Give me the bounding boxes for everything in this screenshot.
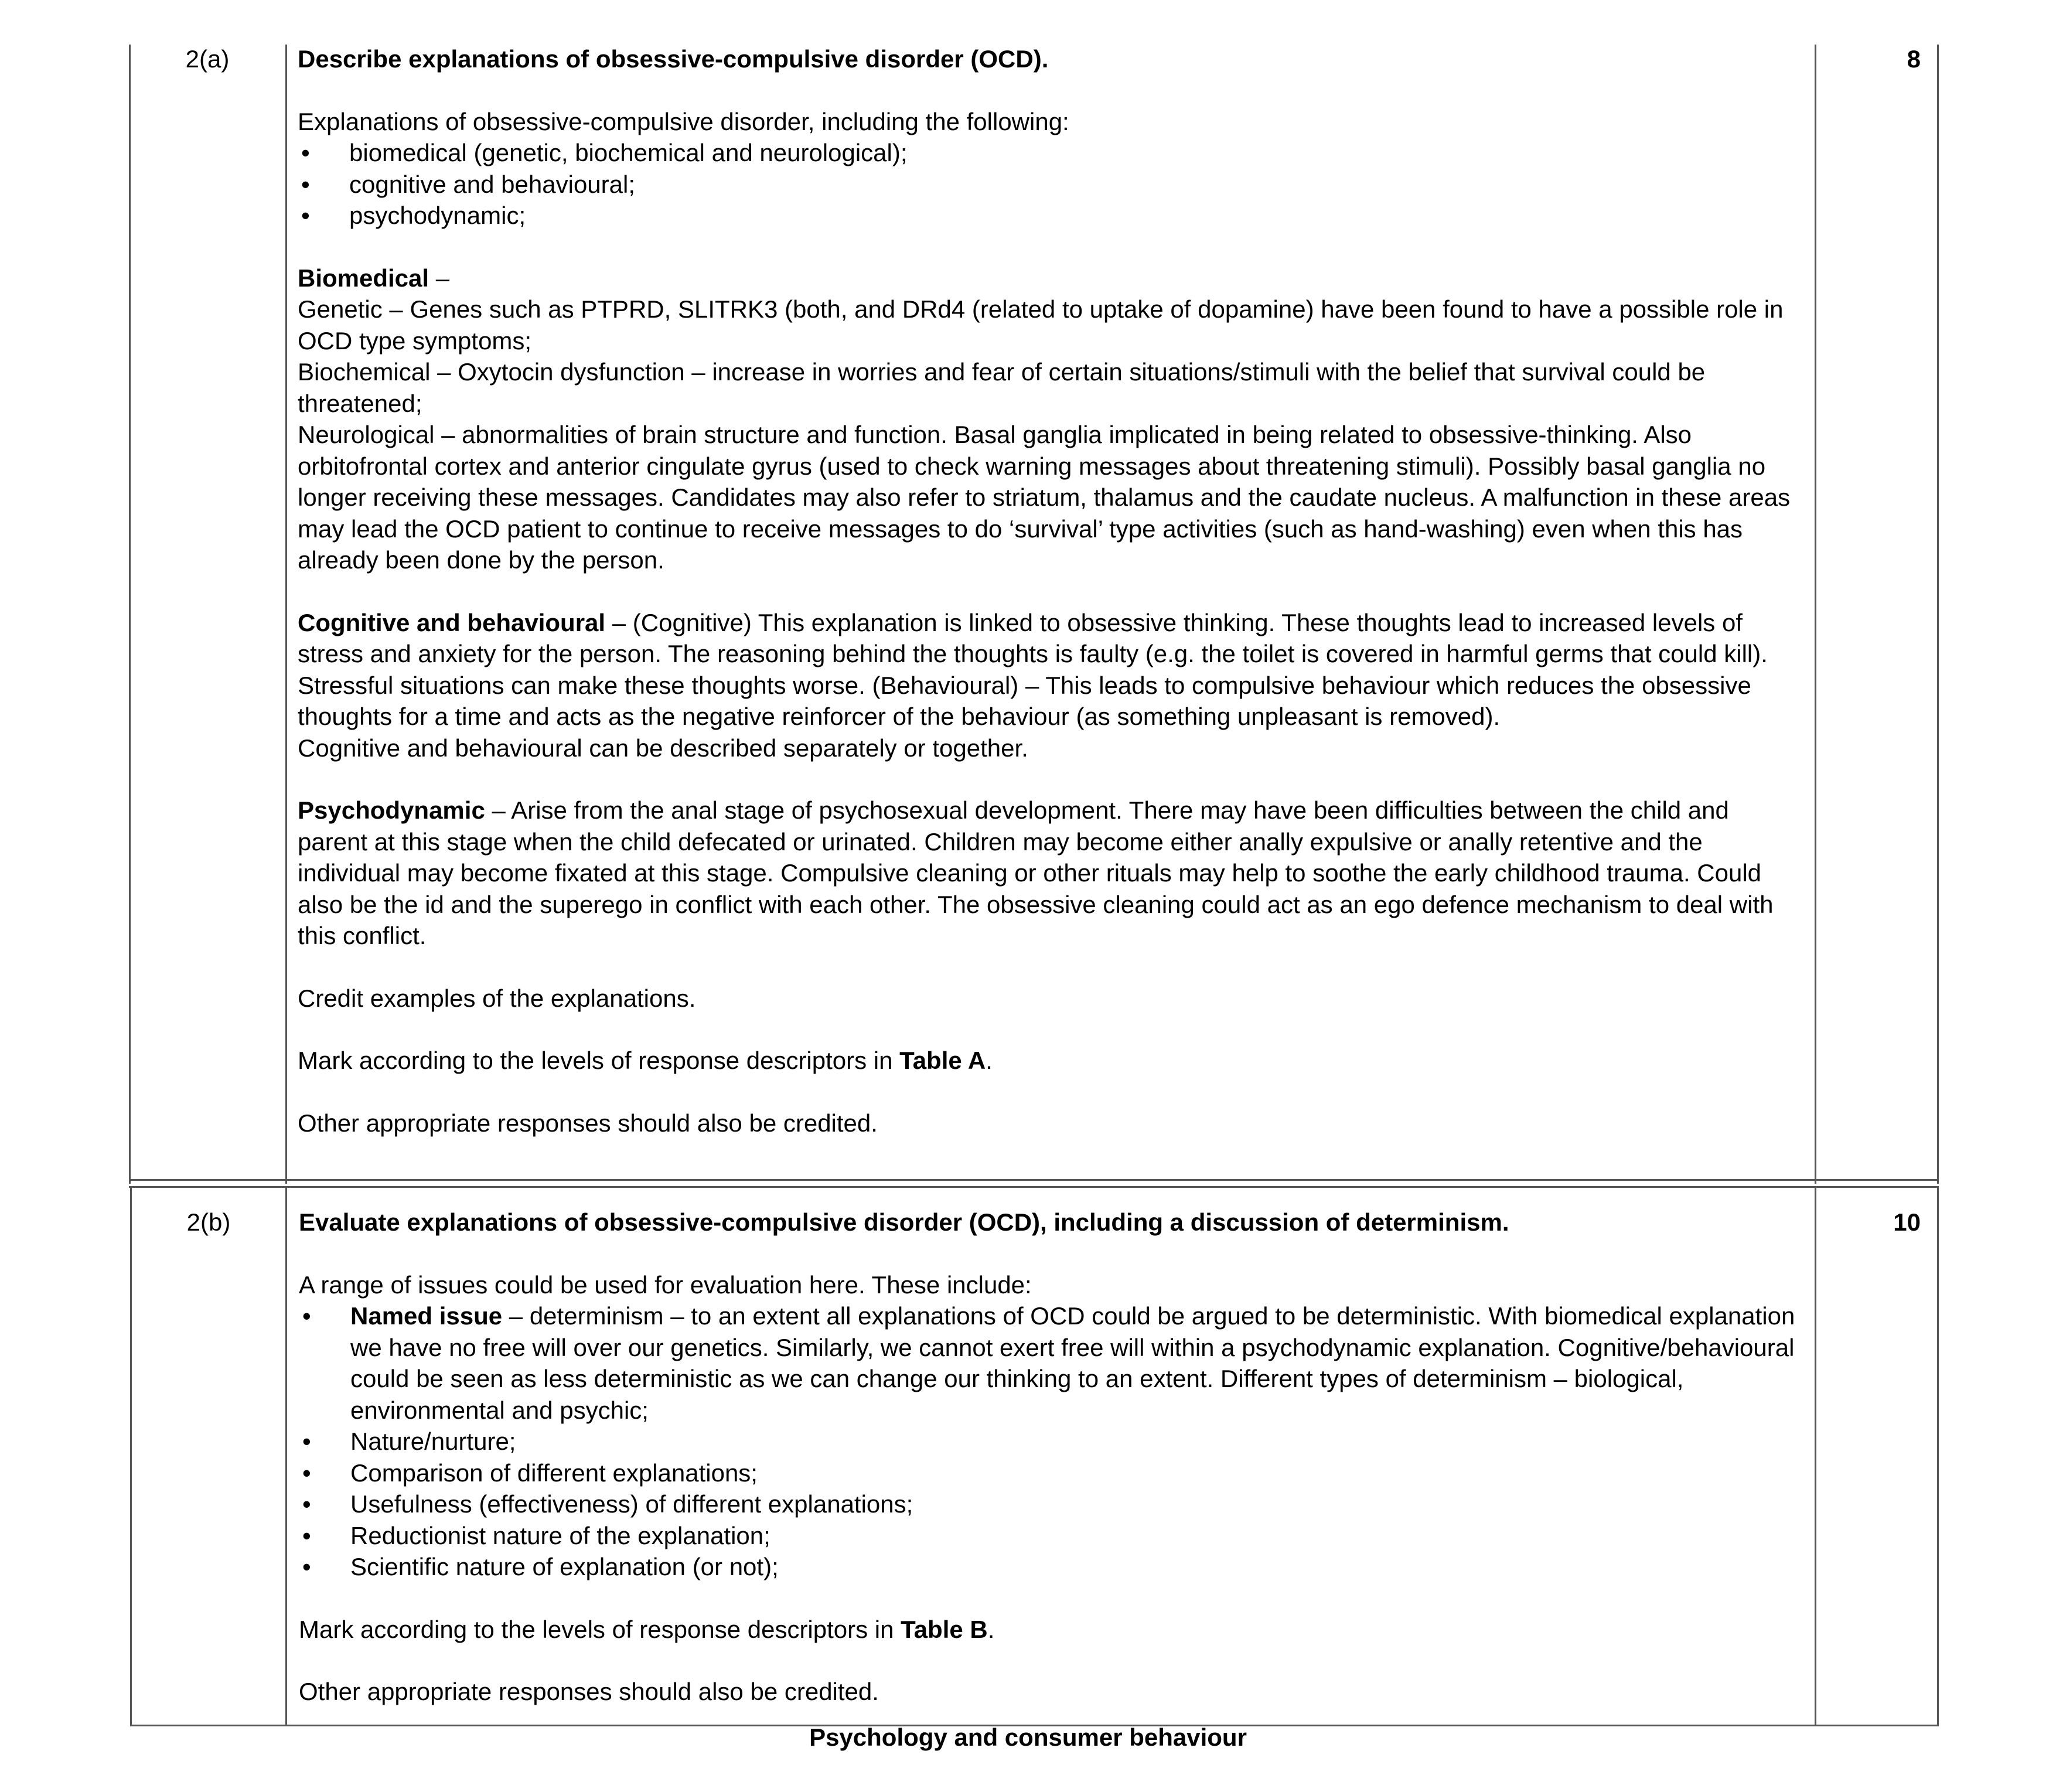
answer-content-2a [298, 43, 1803, 1139]
biochemical-paragraph: Biochemical – Oxytocin dysfunction – increase in worries and fear of certain situations/stimuli with the belief that survival could be threatened; [298, 358, 1706, 417]
question-title-2a: Describe explanations of obsessive-compulsive disorder (OCD). [298, 45, 1049, 73]
psychodynamic-paragraph [298, 795, 1803, 952]
mark-suffix: . [986, 1047, 993, 1074]
table-a-reference: Table A [899, 1047, 986, 1074]
named-issue-heading: Named issue [350, 1302, 503, 1330]
question-title-2b: Evaluate explanations of obsessive-compulsive disorder (OCD), including a discussion of determinism. [299, 1208, 1509, 1236]
table-border-left-a [129, 45, 131, 1184]
list-item: • Comparison of different explanations; [299, 1457, 1805, 1489]
mark-prefix: Mark according to the levels of response descriptors in [298, 1047, 900, 1074]
answer-content-2b [299, 1207, 1805, 1708]
list-item-named-issue [299, 1300, 1805, 1426]
list-item: • biomedical (genetic, biochemical and neurological); [298, 137, 1803, 169]
biomedical-dash: – [429, 264, 450, 292]
list-item: • psychodynamic; [298, 200, 1803, 231]
mark-prefix: Mark according to the levels of response descriptors in [299, 1615, 901, 1643]
marks-2b: 10 [1893, 1208, 1921, 1236]
table-border-col2-b [1815, 1186, 1816, 1726]
table-border-col1-a [285, 45, 287, 1184]
biomedical-heading-line [298, 263, 1803, 294]
intro-2a: Explanations of obsessive-compulsive disorder, including the following: [298, 107, 1069, 135]
psychodynamic-heading: Psychodynamic [298, 796, 485, 824]
marks-2a: 8 [1907, 45, 1921, 73]
table-separator-top [129, 1179, 1939, 1181]
biomedical-heading: Biomedical [298, 264, 429, 292]
other-responses-2a: Other appropriate responses should also be credited. [298, 1109, 878, 1137]
named-issue-text: – determinism – to an extent all explanations of OCD could be argued to be deterministic. With biomedical explanation we have no free will over our genetics. Similarly, we cannot exert free will within a psychodynamic explanation. Cognitive/behavioural could be seen as less deterministic as we can change our thinking to an extent. Different types of determinism – biological, environmental and psychic; [350, 1302, 1795, 1424]
question-number-2b: 2(b) [186, 1208, 231, 1236]
list-item: • Scientific nature of explanation (or not); [299, 1551, 1805, 1583]
mark-instruction-2a [298, 1045, 1803, 1076]
table-separator-bottom [129, 1186, 1939, 1188]
table-border-right-b [1937, 1186, 1939, 1726]
list-item: • Nature/nurture; [299, 1426, 1805, 1457]
question-number-2a: 2(a) [185, 45, 230, 73]
section-heading-footer: Psychology and consumer behaviour [809, 1723, 1247, 1751]
neurological-paragraph: Neurological – abnormalities of brain structure and function. Basal ganglia implicated in being related to obsessive-thinking. Also orbitofrontal cortex and anterior cingulate gyrus (used to check warning messages about threatening stimuli). Possibly basal ganglia no longer receiving these messages. Candidates may also refer to striatum, thalamus and the caudate nucleus. A malfunction in these areas may lead the OCD patient to continue to receive messages to do ‘survival’ type activities (such as hand-washing) even when this has already been done by the person. [298, 421, 1791, 574]
table-border-col1-b [285, 1186, 287, 1726]
list-item: • Usefulness (effectiveness) of different explanations; [299, 1488, 1805, 1520]
cognitive-behavioural-note: Cognitive and behavioural can be described separately or together. [298, 734, 1028, 762]
table-border-col2-a [1815, 45, 1816, 1184]
explanation-list-2a [298, 137, 1803, 231]
mark-instruction-2b [299, 1614, 1805, 1645]
other-responses-2b: Other appropriate responses should also be credited. [299, 1678, 879, 1705]
evaluation-issues-list [299, 1300, 1805, 1583]
intro-2b: A range of issues could be used for evaluation here. These include: [299, 1270, 1032, 1299]
table-border-left-b [130, 1186, 132, 1726]
table-b-reference: Table B [901, 1615, 988, 1643]
genetic-paragraph: Genetic – Genes such as PTPRD, SLITRK3 (both, and DRd4 (related to uptake of dopamine) have been found to have a possible role in OCD type symptoms; [298, 295, 1784, 355]
credit-note-2a: Credit examples of the explanations. [298, 984, 696, 1012]
cognitive-behavioural-paragraph [298, 607, 1803, 733]
cognitive-behavioural-text: – (Cognitive) This explanation is linked to obsessive thinking. These thoughts lead to increased levels of stress and anxiety for the person. The reasoning behind the thoughts is faulty (e.g. the toilet is covered in harmful germs that could kill). Stressful situations can make these thoughts worse. (Behavioural) – This leads to compulsive behaviour which reduces the obsessive thoughts for a time and acts as the negative reinforcer of the behaviour (as something unpleasant is removed). [298, 608, 1768, 730]
table-border-right-a [1937, 45, 1939, 1184]
cognitive-behavioural-heading: Cognitive and behavioural [298, 608, 606, 636]
psychodynamic-text: – Arise from the anal stage of psychosexual development. There may have been difficulties between the child and parent at this stage when the child defecated or urinated. Children may become either anally expulsive or anally retentive and the individual may become fixated at this stage. Compulsive cleaning or other rituals may help to soothe the early childhood trauma. Could also be the id and the superego in conflict with each other. The obsessive cleaning could act as an ego defence mechanism to deal with this conflict. [298, 796, 1774, 949]
mark-suffix: . [987, 1615, 995, 1643]
list-item: • Reductionist nature of the explanation; [299, 1520, 1805, 1552]
list-item: • cognitive and behavioural; [298, 169, 1803, 200]
